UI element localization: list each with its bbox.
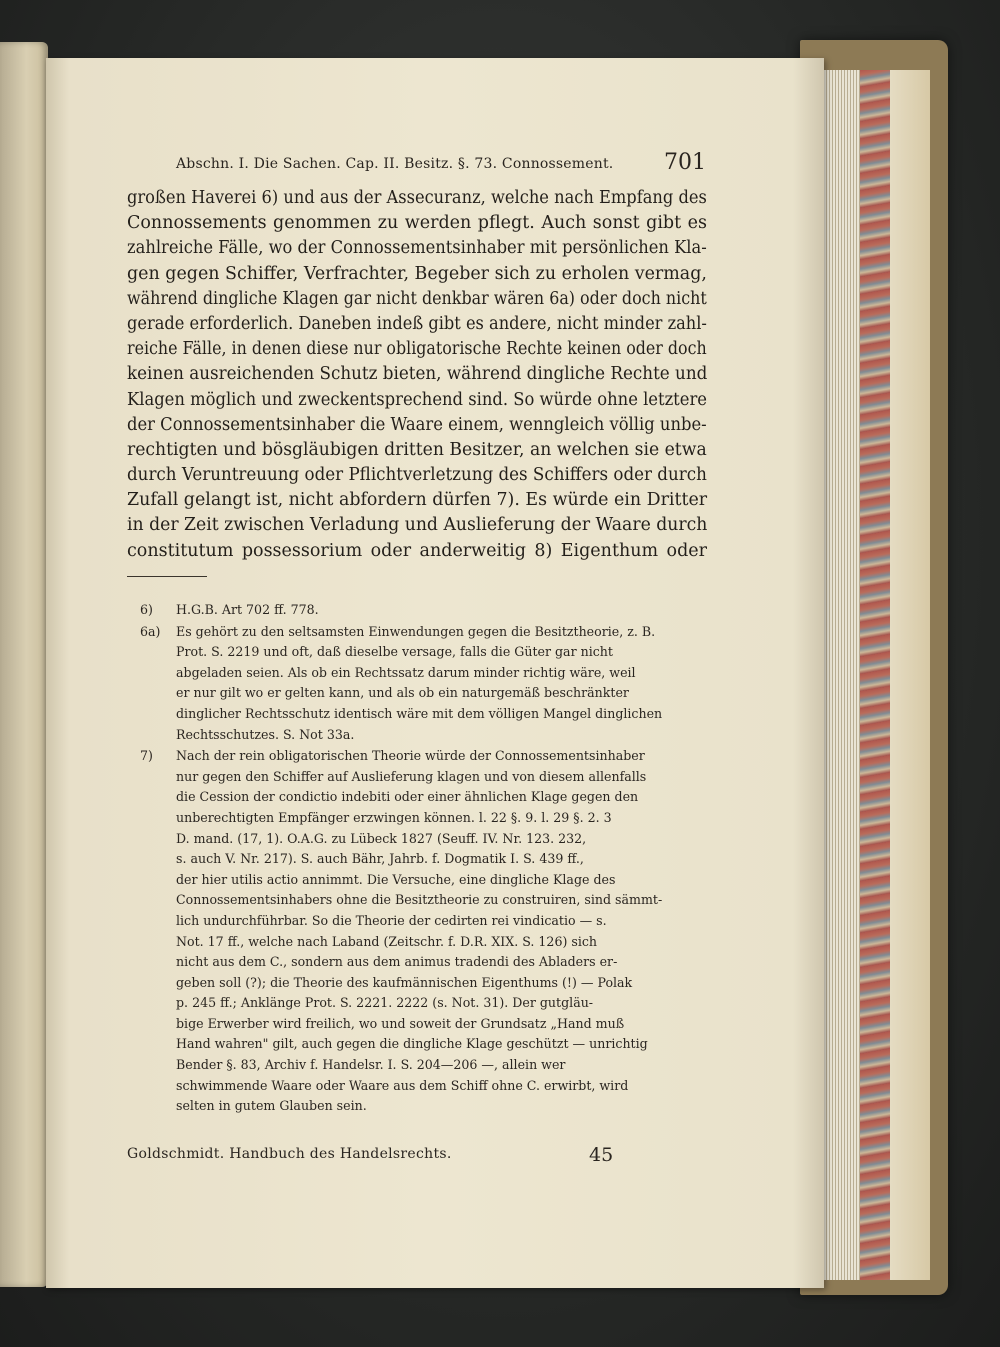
footnote-line: abgeladen seien. Als ob ein Rechtssatz darum minder richtig wäre, weil — [176, 664, 636, 680]
footnote-line: er nur gilt wo er gelten kann, und als ob ein naturgemäß beschränkter — [176, 685, 629, 701]
text-line: durch Veruntreuung oder Pflichtverletzung des Schiffers oder durch — [127, 465, 707, 486]
footnote-rule — [127, 576, 207, 577]
footnote-line: schwimmende Waare oder Waare aus dem Schiff ohne C. erwirbt, wird — [176, 1077, 629, 1093]
left-page-edge — [0, 42, 48, 1287]
text-line: während dingliche Klagen gar nicht denkbar wären 6a) oder doch nicht — [127, 288, 707, 309]
text-line: gerade erforderlich. Daneben indeß gibt es andere, nicht minder zahl- — [127, 313, 707, 334]
page-footer — [127, 1142, 647, 1170]
text-line: gen gegen Schiffer, Verfrachter, Begeber sich zu erholen vermag, — [127, 263, 707, 284]
text-line: constitutum possessorium oder anderweitig 8) Eigenthum oder — [127, 540, 707, 561]
footnote-line: p. 245 ff.; Anklänge Prot. S. 2221. 2222 (s. Not. 31). Der gutgläu- — [176, 995, 594, 1011]
running-title: Abschn. I. Die Sachen. Cap. II. Besitz. §. 73. Connossement. — [176, 156, 614, 172]
footnote-line: Not. 17 ff., welche nach Laband (Zeitschr. f. D.R. XIX. S. 126) sich — [176, 933, 598, 949]
text-line: reiche Fälle, in denen diese nur obligatorische Rechte keinen oder doch — [127, 339, 707, 360]
footnote-line: s. auch V. Nr. 217). S. auch Bähr, Jahrb. f. Dogmatik I. S. 439 ff., — [176, 851, 584, 867]
footnote-number: 6a) — [140, 623, 161, 639]
text-line: in der Zeit zwischen Verladung und Auslieferung der Waare durch — [127, 515, 708, 536]
footnote-line: Rechtsschutzes. S. Not 33a. — [176, 726, 355, 742]
footnote-line: Prot. S. 2219 und oft, daß dieselbe versage, falls die Güter gar nicht — [176, 644, 613, 660]
footnote-line: Nach der rein obligatorischen Theorie würde der Connossementsinhaber — [176, 748, 645, 764]
footnote — [140, 622, 710, 746]
footnote-line: Connossementsinhabers ohne die Besitztheorie zu construiren, sind sämmt- — [176, 892, 663, 908]
text-line: großen Haverei 6) und aus der Assecuranz, welche nach Empfang des — [127, 188, 707, 208]
text-line: Zufall gelangt ist, nicht abfordern dürfen 7). Es würde ein Dritter — [127, 490, 708, 511]
footnote-line: nicht aus dem C., sondern aus dem animus tradendi des Abladers er- — [176, 954, 618, 970]
footnote-line: Es gehört zu den seltsamsten Einwendungen gegen die Besitztheorie, z. B. — [176, 623, 656, 639]
text-line: zahlreiche Fälle, wo der Connossementsinhaber mit persönlichen Kla- — [127, 238, 707, 259]
footnote-line: geben soll (?); die Theorie des kaufmännischen Eigenthums (!) — Polak — [176, 974, 633, 990]
footnote-line: bige Erwerber wird freilich, wo und soweit der Grundsatz „Hand muß — [176, 1015, 625, 1031]
text-line: Connossements genommen zu werden pflegt. Auch sonst gibt es — [127, 213, 707, 234]
footnote-number: 6) — [140, 602, 153, 617]
page-header — [176, 150, 706, 180]
footnote-number: 7) — [140, 748, 153, 764]
footnote-line: Hand wahren" gilt, auch gegen die dingliche Klage geschützt — unrichtig — [176, 1036, 648, 1052]
footnote-line: dinglicher Rechtsschutz identisch wäre mit dem völligen Mangel dinglichen — [176, 705, 663, 721]
footnote-line: H.G.B. Art 702 ff. 778. — [176, 602, 319, 617]
signature-line: Goldschmidt. Handbuch des Handelsrechts. — [127, 1146, 452, 1162]
footnote-line: lich undurchführbar. So die Theorie der cedirten rei vindicatio — s. — [176, 912, 607, 928]
footnote-line: die Cession der condictio indebiti oder einer ähnlichen Klage gegen den — [176, 789, 639, 805]
page-number: 701 — [664, 150, 706, 175]
footnote-line: nur gegen den Schiffer auf Auslieferung klagen und von diesem allenfalls — [176, 768, 647, 784]
footnote — [140, 746, 710, 1117]
footnote-line: Bender §. 83, Archiv f. Handelsr. I. S. 204—206 —, allein wer — [176, 1057, 566, 1073]
footnote-line: der hier utilis actio annimmt. Die Versuche, eine dingliche Klage des — [176, 871, 616, 887]
footnote — [140, 600, 710, 621]
cover-inner-board — [890, 70, 930, 1280]
text-line: keinen ausreichenden Schutz bieten, während dingliche Rechte und — [127, 364, 708, 385]
sheet-number: 45 — [589, 1144, 614, 1166]
marbled-endpaper — [860, 70, 890, 1280]
main-text — [127, 186, 707, 564]
text-line: rechtigten und bösgläubigen dritten Besitzer, an welchen sie etwa — [127, 439, 707, 460]
text-line: der Connossementsinhaber die Waare einem, wenngleich völlig unbe- — [127, 414, 707, 435]
footnotes — [140, 600, 710, 1118]
footnote-line: unberechtigten Empfänger erzwingen können. l. 22 §. 9. l. 29 §. 2. 3 — [176, 809, 612, 825]
footnote-line: D. mand. (17, 1). O.A.G. zu Lübeck 1827 (Seuff. IV. Nr. 123. 232, — [176, 830, 587, 846]
text-line: Klagen möglich und zweckentsprechend sind. So würde ohne letztere — [127, 389, 707, 410]
footnote-line: selten in gutem Glauben sein. — [176, 1098, 367, 1114]
